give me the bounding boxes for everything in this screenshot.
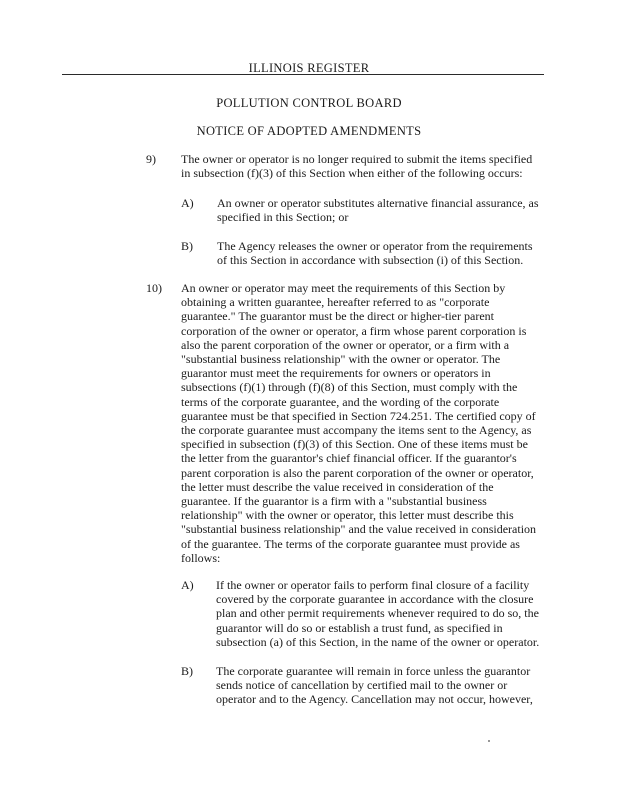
- item-10-line: of the guarantee. The terms of the corporate guarantee must provide as: [181, 536, 520, 551]
- item-10-text: [181, 281, 536, 565]
- item-9a-line: An owner or operator substitutes alternative financial assurance, as: [217, 196, 539, 210]
- item-10-line: the letter from the guarantor's chief financial officer. If the guarantor's: [181, 451, 517, 466]
- item-10a-line: guarantor will do so or establish a trust fund, as specified in: [216, 620, 503, 635]
- item-10-number: 10): [146, 281, 162, 295]
- item-9-text: [181, 152, 532, 180]
- item-10-line: follows:: [181, 550, 221, 565]
- item-10-line: relationship" with the owner or operator, this letter must describe this: [181, 508, 514, 523]
- item-10-line: "substantial business relationship" with the owner or operator. The: [181, 352, 501, 367]
- item-10-line: guarantee must be that specified in Section 724.251. The certified copy of: [181, 408, 536, 423]
- item-10-line: "substantial business relationship" and the value received in consideration: [181, 522, 537, 537]
- item-10a-text: [216, 578, 539, 649]
- item-10-line: corporation of the owner or operator, a firm whose parent corporation is: [181, 323, 527, 338]
- item-9b-line: The Agency releases the owner or operator from the requirements: [217, 239, 533, 253]
- scan-speck: [488, 740, 490, 742]
- item-10-line: obtaining a written guarantee, hereafter referred to as "corporate: [181, 295, 490, 310]
- item-9a-text: [217, 196, 539, 224]
- item-10b-label: B): [181, 664, 193, 678]
- item-10-line: subsections (f)(1) through (f)(8) of this Section, must comply with the: [181, 380, 518, 395]
- item-10b-line: operator and to the Agency. Cancellation may not occur, however,: [216, 692, 533, 707]
- item-10-line: An owner or operator may meet the requirements of this Section by: [181, 281, 506, 295]
- item-10-line: parent corporation is also the parent corporation of the owner or operator,: [181, 465, 534, 480]
- item-9-line: The owner or operator is no longer required to submit the items specified: [181, 152, 533, 166]
- notice-title: NOTICE OF ADOPTED AMENDMENTS: [196, 124, 422, 138]
- item-10-line: terms of the corporate guarantee, and the wording of the corporate: [181, 394, 500, 409]
- item-9b-label: B): [181, 239, 193, 253]
- item-10a-line: subsection (a) of this Section, in the name of the owner or operator.: [216, 634, 540, 649]
- register-title: ILLINOIS REGISTER: [248, 61, 370, 75]
- item-10-line: the letter must describe the value received in consideration of the: [181, 479, 494, 494]
- item-10b-text: [216, 664, 533, 707]
- item-10a-line: plan and other permit requirements whenever required to do so, the: [216, 606, 539, 621]
- item-9b-text: [217, 239, 533, 267]
- item-9b-line: of this Section in accordance with subsection (i) of this Section.: [217, 253, 524, 268]
- item-10-line: the corporate guarantee must accompany the items sent to the Agency, as: [181, 423, 532, 438]
- item-10-line: specified in subsection (f)(3) of this Section. One of these items must be: [181, 437, 528, 452]
- item-9a-line: specified in this Section; or: [217, 210, 349, 225]
- item-9-number: 9): [146, 152, 156, 166]
- item-10a-label: A): [181, 578, 194, 592]
- item-10a-line: covered by the corporate guarantee in accordance with the closure: [216, 592, 534, 607]
- item-10-line: also the parent corporation of the owner or operator, or a firm with a: [181, 337, 510, 352]
- board-title: POLLUTION CONTROL BOARD: [216, 96, 402, 110]
- item-10b-line: sends notice of cancellation by certified mail to the owner or: [216, 678, 508, 693]
- item-10a-line: If the owner or operator fails to perform final closure of a facility: [216, 578, 530, 592]
- item-9a-label: A): [181, 196, 194, 210]
- item-10-line: guarantee. If the guarantor is a firm with a "substantial business: [181, 494, 487, 509]
- item-10b-line: The corporate guarantee will remain in force unless the guarantor: [216, 664, 531, 678]
- item-10-line: guarantee." The guarantor must be the direct or higher-tier parent: [181, 309, 494, 324]
- item-10-line: guarantor must meet the requirements for owners or operators in: [181, 366, 491, 381]
- item-9-line: in subsection (f)(3) of this Section when either of the following occurs:: [181, 166, 523, 181]
